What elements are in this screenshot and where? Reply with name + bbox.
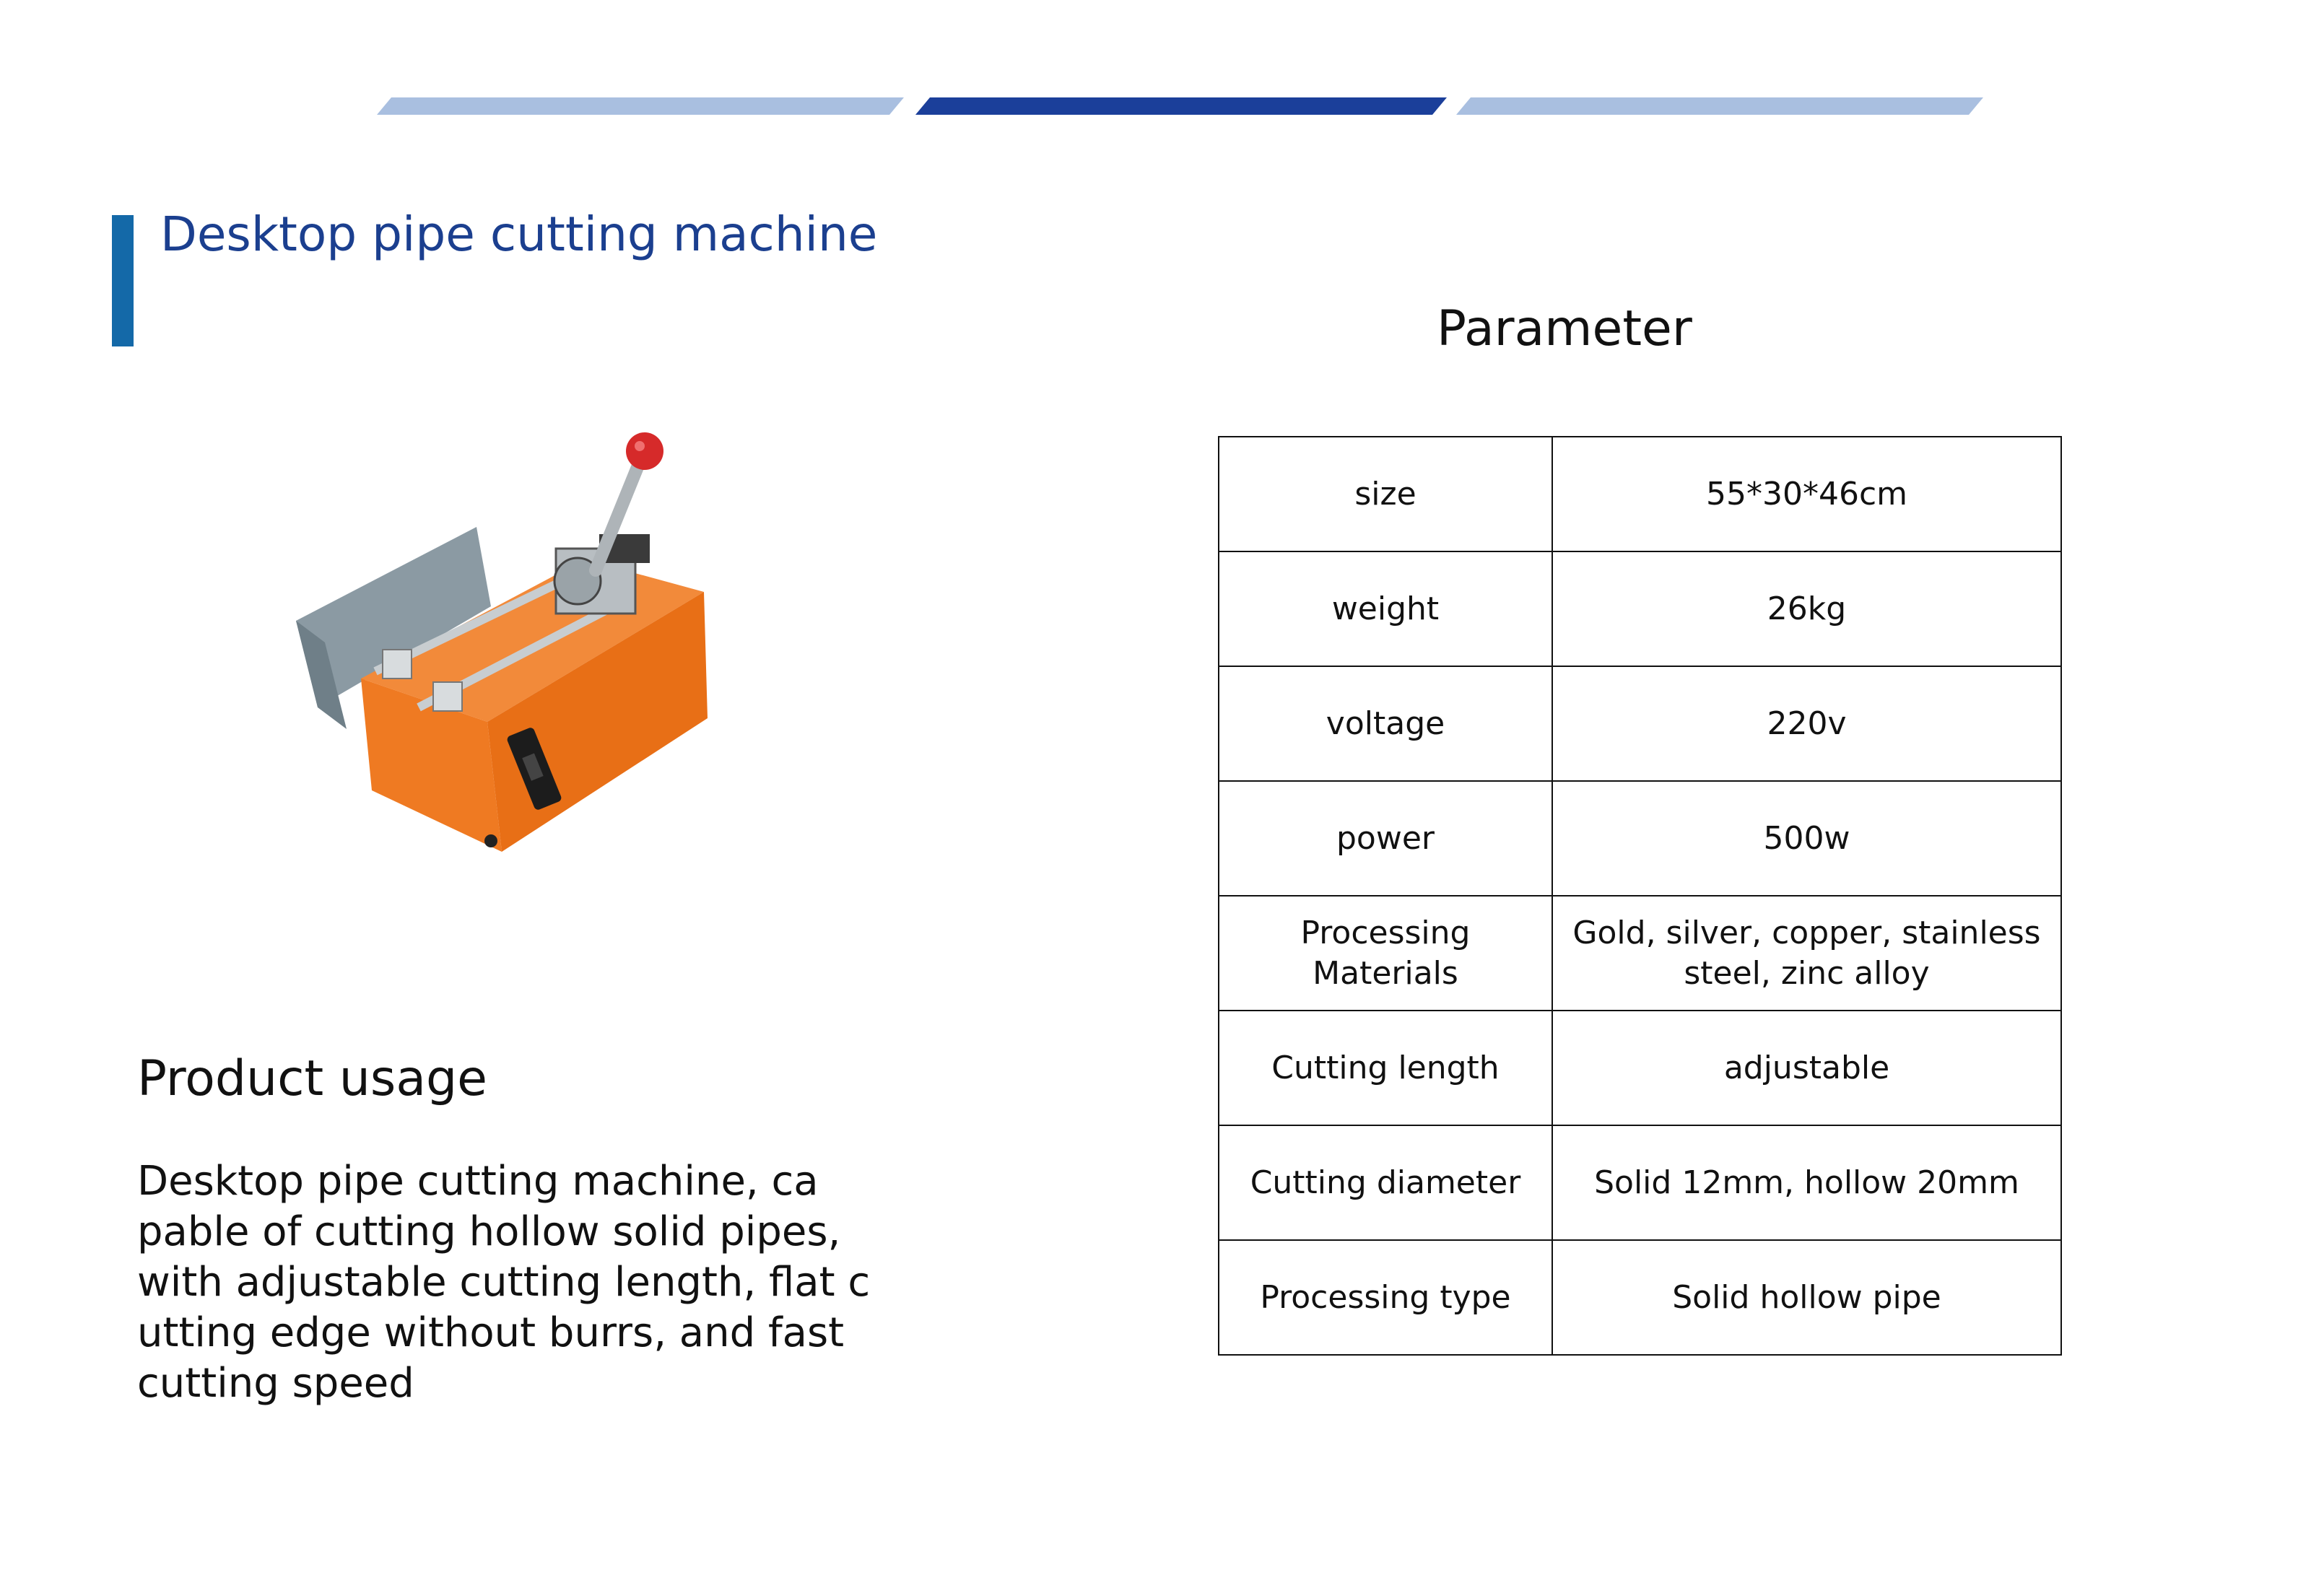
- param-value: Solid hollow pipe: [1552, 1240, 2061, 1355]
- table-row: [1219, 896, 2061, 1011]
- table-row: [1219, 781, 2061, 896]
- param-label: Processing Materials: [1219, 896, 1552, 1011]
- table-row: [1219, 1240, 2061, 1355]
- param-label: power: [1219, 781, 1552, 896]
- parameter-table: [1218, 436, 2062, 1356]
- header-bar-right: [1456, 97, 1983, 115]
- param-label: weight: [1219, 551, 1552, 666]
- param-label: size: [1219, 437, 1552, 551]
- param-label: Processing type: [1219, 1240, 1552, 1355]
- parameter-heading: Parameter: [1437, 300, 1692, 357]
- page-title: Desktop pipe cutting machine: [160, 206, 878, 262]
- usage-heading: Product usage: [137, 1050, 487, 1107]
- param-value: Solid 12mm, hollow 20mm: [1552, 1125, 2061, 1240]
- pipe-cutting-machine-photo: [238, 426, 744, 873]
- param-value: Gold, silver, copper, stainless steel, zinc alloy: [1552, 896, 2061, 1011]
- header-bar-center: [915, 97, 1447, 115]
- param-value: 26kg: [1552, 551, 2061, 666]
- table-row: [1219, 666, 2061, 781]
- param-label: voltage: [1219, 666, 1552, 781]
- param-label: Cutting diameter: [1219, 1125, 1552, 1240]
- table-row: [1219, 1125, 2061, 1240]
- title-accent-bar: [112, 215, 134, 346]
- param-value: adjustable: [1552, 1011, 2061, 1125]
- table-row: [1219, 437, 2061, 551]
- param-label: Cutting length: [1219, 1011, 1552, 1125]
- usage-description: Desktop pipe cutting machine, ca pable of cutting hollow solid pipes, with adjustable cutting length, flat c utting edge without burrs, and fast cutting speed: [137, 1158, 871, 1407]
- param-value: 55*30*46cm: [1552, 437, 2061, 551]
- table-row: [1219, 1011, 2061, 1125]
- param-value: 220v: [1552, 666, 2061, 781]
- param-value: 500w: [1552, 781, 2061, 896]
- header-bar-left: [377, 97, 904, 115]
- table-row: [1219, 551, 2061, 666]
